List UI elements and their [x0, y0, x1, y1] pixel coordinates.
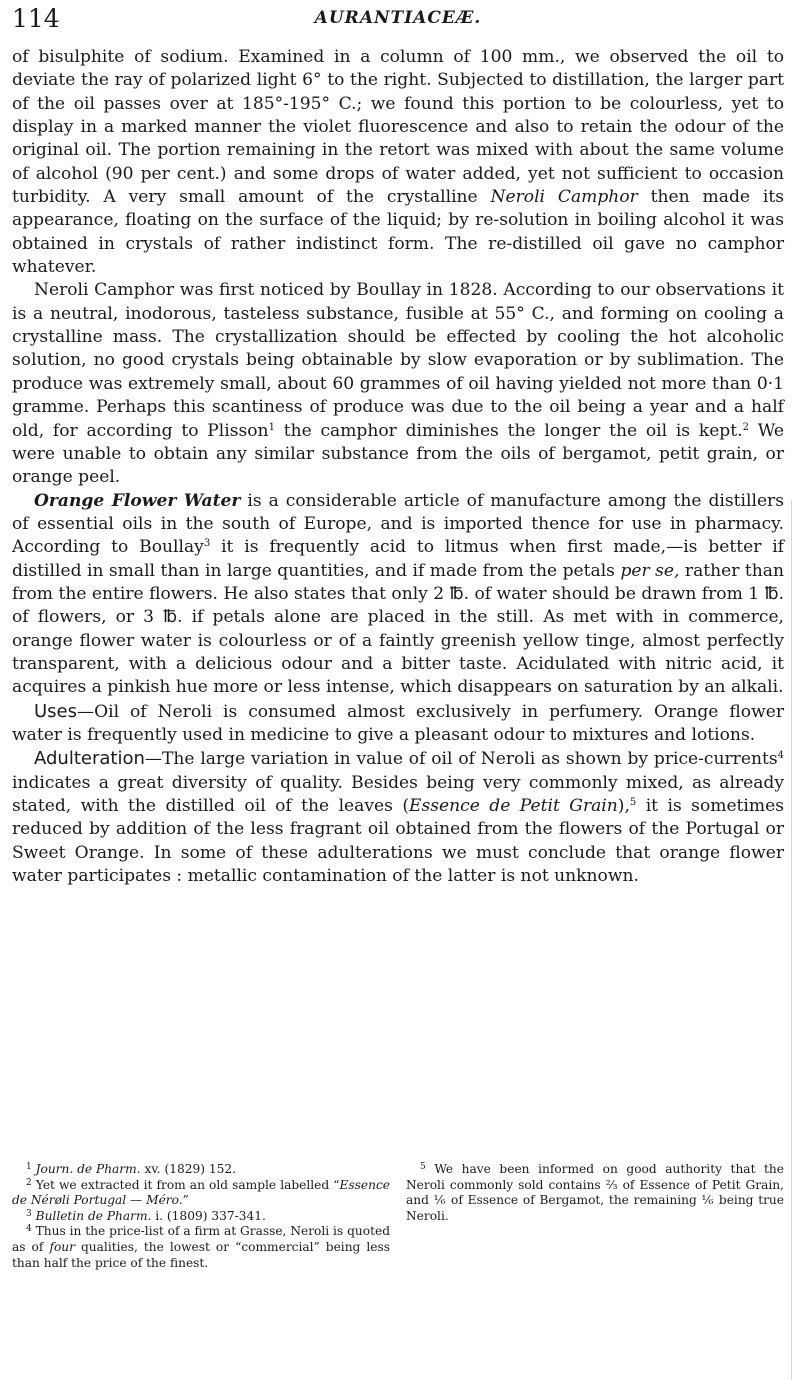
paragraph-oil-distillation: of bisulphite of sodium. Examined in a column of 100 mm., we observed the oil to deviate the ray of polarized light 6° to the right. Subjected to distillation, the larger part of the oil passes over at 185°-195° C.; we found this portion to be colourless, yet to display in a marked manner the violet fluorescence and also to retain the odour of the original oil. The portion remaining in the retort was mixed with about the same volume of alcohol (90 per cent.) and some drops of water added, yet not sufficient to occasion turbidity. A very small amount of the crystalline Neroli Camphor then made its appearance, floating on the surface of the liquid; by re-solution in boiling alcohol it was obtained in crystals of rather indistinct form. The re-distilled oil gave no camphor whatever.	[12, 47, 784, 278]
page-edge-line	[791, 500, 792, 1380]
running-title: AURANTIACEÆ.	[314, 8, 482, 28]
footnotes-left-column	[12, 1162, 390, 1271]
footnote-5: $^5$ We have been informed on good authority that the Neroli commonly sold contains ⅔ of Essence of Petit Grain, and ⅙ of Essence of Bergamot, the remaining ⅙ being true Neroli.	[406, 1162, 784, 1223]
paragraph-uses: Uses—Oil of Neroli is consumed almost exclusively in perfumery. Orange flower water is frequently used in medicine to give a pleasant odour to mixtures and lotions.	[12, 700, 784, 745]
page-header	[12, 4, 784, 38]
page-number: 114	[12, 4, 60, 33]
footnote-4: $^4$ Thus in the price-list of a firm at Grasse, Neroli is quoted as of four qualities, the lowest or “commercial” being less than half the price of the finest.	[12, 1224, 391, 1270]
footnote-ref: 2	[742, 421, 749, 433]
footnote-1: $^1$ Journ. de Pharm. xv. (1829) 152.	[26, 1162, 237, 1176]
footnotes-right-column	[406, 1162, 784, 1271]
footnote-ref: 3	[203, 538, 211, 550]
paragraph-neroli-camphor: Neroli Camphor was first noticed by Boullay in 1828. According to our observations it is a neutral, inodorous, tasteless substance, fusible at 55° C., and forming on cooling a crystalline mass. The crystallization should be effected by cooling the hot alcoholic solution, no good crystals being obtainable by slow evaporation or by sublimation. The produce was extremely small, about 60 grammes of oil having yielded not more than 0·1 gramme. Perhaps this scantiness of produce was due to the oil being a year and a half old, for according to Plisson$^1$ the camphor diminishes the longer the oil is kept.$^2$ We were unable to obtain any similar substance from the oils of bergamot, petit grain, or orange peel.	[12, 280, 784, 488]
footnote-ref: 5	[629, 797, 637, 808]
orange-flower-water-term: Orange Flower Water	[34, 490, 241, 511]
paragraph-adulteration: Adulteration—The large variation in value of oil of Neroli as shown by price-currents$^4$ indicates a great diversity of quality. Besides being very commonly mixed, as already stated, with the distilled oil of the leaves (Essence de Petit Grain),$^5$ it is sometimes reduced by addition of the less fragrant oil obtained from the flowers of the Portugal or Sweet Orange. In some of these adulterations we must conclude that orange flower water participates : metallic contamination of the latter is not unknown.	[12, 748, 784, 887]
neroli-camphor-term: Neroli Camphor	[490, 187, 638, 208]
paragraph-orange-flower-water: Orange Flower Water is a considerable article of manufacture among the distillers of essential oils in the south of Europe, and is imported thence for use in pharmacy. According to Boullay$^3$ it is frequently acid to litmus when first made,—is better if distilled in small than in large quantities, and if made from the petals per se, rather than from the entire flowers. He also states that only 2 ℔. of water should be drawn from 1 ℔. of flowers, or 3 ℔. if petals alone are placed in the still. As met with in commerce, orange flower water is colourless or of a faintly greenish yellow tinge, almost perfectly transparent, with a delicious odour and a bitter taste. Acidulated with nitric acid, it acquires a pinkish hue more or less intense, which disappears on saturation by an alkali.	[12, 490, 785, 698]
footnotes	[12, 1162, 784, 1271]
footnote-ref: 1	[268, 421, 275, 433]
footnote-ref: 4	[777, 750, 784, 762]
adulteration-heading: Adulteration	[34, 748, 145, 770]
uses-heading: Uses	[34, 700, 78, 722]
footnote-3: $^3$ Bulletin de Pharm. i. (1809) 337-341.	[26, 1208, 266, 1223]
main-text	[12, 46, 784, 888]
footnote-2: $^2$ Yet we extracted it from an old sample labelled “Essence de Nérøli Portugal — Méro.”	[12, 1177, 391, 1208]
